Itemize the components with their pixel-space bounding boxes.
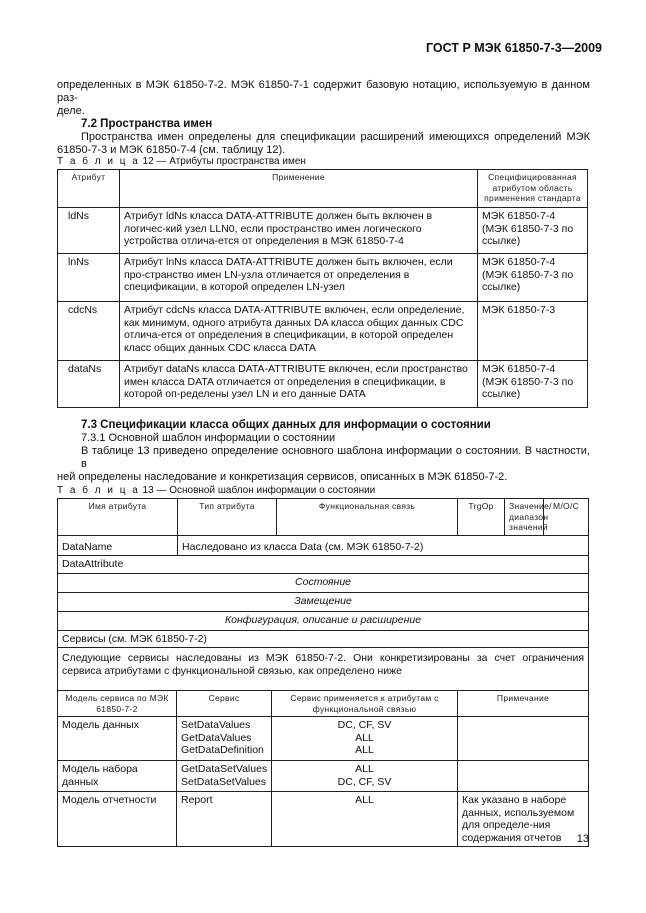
data-name-cell: DataName [58, 535, 178, 556]
caption-text: 12 — Атрибуты пространства имен [139, 156, 306, 167]
section-cell: Замещение [58, 592, 589, 611]
paragraph-line: ней определены наследование и конкретизация сервисов, описанных в МЭК 61850-7-2. [57, 471, 508, 483]
document-header: ГОСТ Р МЭК 61850-7-3—2009 [426, 41, 602, 55]
fc-value: ALL [355, 731, 374, 744]
service-row [58, 792, 589, 847]
usage-cell: Атрибут ldNs класса DATA-ATTRIBUTE должен быть включен в логичес-кий узел LLN0, если пространство имен логического устройства отлича-ется от определения в МЭК 61850-7-4 [119, 208, 477, 254]
note-cell [458, 717, 589, 761]
subsection-heading: 7.3.1 Основной шаблон информации о состоянии [81, 432, 336, 444]
fc-value: ALL [355, 794, 374, 806]
column-header: Модель сервиса по МЭК 61850-7-2 [58, 691, 177, 717]
section-heading: 7.3 Спецификации класса общих данных для информации о состоянии [81, 419, 491, 431]
fc-value: ALL [355, 763, 374, 775]
intro-line: деле. [57, 105, 85, 117]
service-name: SetDataValues [181, 719, 251, 731]
table-caption [57, 484, 375, 497]
column-header: TrgOp [458, 499, 505, 536]
services-text-cell: Следующие сервисы наследованы из МЭК 61850-7-2. Они конкретизированы за счет ограничения сервиса атрибутами с функциональной связью, как определено ниже [58, 648, 589, 691]
status-template-table [57, 498, 589, 847]
page-number: 13 [576, 833, 589, 845]
usage-cell: Атрибут cdcNs класса DATA-ATTRIBUTE включен, если определение, как минимум, одного атрибута данных DA класса общих данных CDC отлича-ется от определения в спецификации, в которой определен класс общих данных CDC класса DATA [119, 302, 477, 361]
table-header-row [58, 499, 589, 536]
table-row [58, 535, 589, 556]
table-caption [57, 155, 306, 168]
column-header: Атрибут [58, 170, 120, 208]
caption-prefix: Т а б л и ц а [57, 156, 140, 167]
service-row [58, 761, 589, 792]
body-text-2 [57, 419, 590, 484]
column-header: М/О/С [544, 499, 589, 536]
table-row [58, 208, 588, 254]
fc-cell [272, 792, 458, 847]
model-cell: Модель отчетности [58, 792, 177, 847]
paragraph-line: Пространства имен определены для спецификации расширений имеющихся определений МЭК [81, 131, 590, 143]
table-row [58, 254, 588, 302]
section-cell: Конфигурация, описание и расширение [58, 611, 589, 630]
usage-cell: Атрибут dataNs класса DATA-ATTRIBUTE включен, если пространство имен класса DATA отличается от определения в спецификации, в которой оп-ределены узел LN и его данные DATA [119, 361, 477, 408]
column-header: Специфицированная атрибутом область применения стандарта [478, 170, 588, 208]
table-row [58, 556, 589, 574]
usage-cell: Атрибут lnNs класса DATA-ATTRIBUTE должен быть включен, если про-странство имен LN-узла отличается от определения в спецификации, в которой определен LN-узел [119, 254, 477, 302]
service-cell [177, 792, 272, 847]
table-row [58, 573, 589, 592]
paragraph-line: В таблице 13 приведено определение основного шаблона информации о состоянии. В частности, в [81, 445, 590, 470]
column-header: Сервис [177, 691, 272, 717]
service-name: GetDataDefinition [181, 744, 264, 756]
scope-cell: МЭК 61850-7-3 [478, 302, 588, 361]
attr-cell: dataNs [58, 361, 120, 408]
scope-cell: МЭК 61850-7-4 (МЭК 61850-7-3 по ссылке) [478, 361, 588, 408]
fc-cell [272, 761, 458, 792]
fc-value: ALL [355, 744, 374, 756]
service-cell [177, 761, 272, 792]
note-cell [458, 761, 589, 792]
service-name: GetDataValues [181, 731, 252, 744]
table-row [58, 302, 588, 361]
column-header: Примечание [458, 691, 589, 717]
service-row [58, 717, 589, 761]
service-name: GetDataSetValues [181, 763, 268, 775]
column-header: Применение [119, 170, 477, 208]
section-cell: Состояние [58, 573, 589, 592]
namespace-table [57, 169, 588, 408]
fc-value: DC, CF, SV [337, 719, 392, 731]
service-name: Report [181, 794, 213, 806]
column-header: Сервис применяется к атрибутам с функциональной связью [272, 691, 458, 717]
intro-line: определенных в МЭК 61850-7-2. МЭК 61850-7-1 содержит базовую нотацию, используемую в данном раз- [57, 79, 590, 104]
model-cell: Модель набора данных [58, 761, 177, 792]
section-heading: 7.2 Пространства имен [81, 118, 213, 130]
note-cell: Как указано в наборе данных, используемом для определе-ния содержания отчетов [458, 792, 589, 847]
column-header: Имя атрибута [58, 499, 178, 536]
inherited-cell: Наследовано из класса Data (см. МЭК 61850-7-2) [178, 535, 589, 556]
table-row [58, 611, 589, 630]
caption-text: 13 — Основной шаблон информации о состоянии [139, 485, 376, 496]
services-label-cell: Сервисы (см. МЭК 61850-7-2) [58, 630, 589, 648]
service-name: SetDataSetValues [181, 775, 267, 788]
scope-cell: МЭК 61850-7-4 (МЭК 61850-7-3 по ссылке) [478, 208, 588, 254]
paragraph-line: 61850-7-3 и МЭК 61850-7-4 (см. таблицу 12). [57, 144, 286, 156]
scope-cell: МЭК 61850-7-4 (МЭК 61850-7-3 по ссылке) [478, 254, 588, 302]
table-row [58, 648, 589, 691]
service-cell [177, 717, 272, 761]
column-header: Значение/диапазон значений [505, 499, 544, 536]
body-text [57, 79, 590, 157]
attr-cell: ldNs [58, 208, 120, 254]
column-header: Тип атрибута [178, 499, 277, 536]
attr-cell: cdcNs [58, 302, 120, 361]
model-cell: Модель данных [58, 717, 177, 761]
column-header: Функциональная связь [277, 499, 458, 536]
service-header-row [58, 691, 589, 717]
data-attribute-cell: DataAttribute [58, 556, 589, 574]
fc-cell [272, 717, 458, 761]
table-row [58, 592, 589, 611]
fc-value: DC, CF, SV [337, 775, 392, 788]
table-row [58, 361, 588, 408]
table-header-row [58, 170, 588, 208]
attr-cell: lnNs [58, 254, 120, 302]
table-row [58, 630, 589, 648]
caption-prefix: Т а б л и ц а [57, 485, 140, 496]
